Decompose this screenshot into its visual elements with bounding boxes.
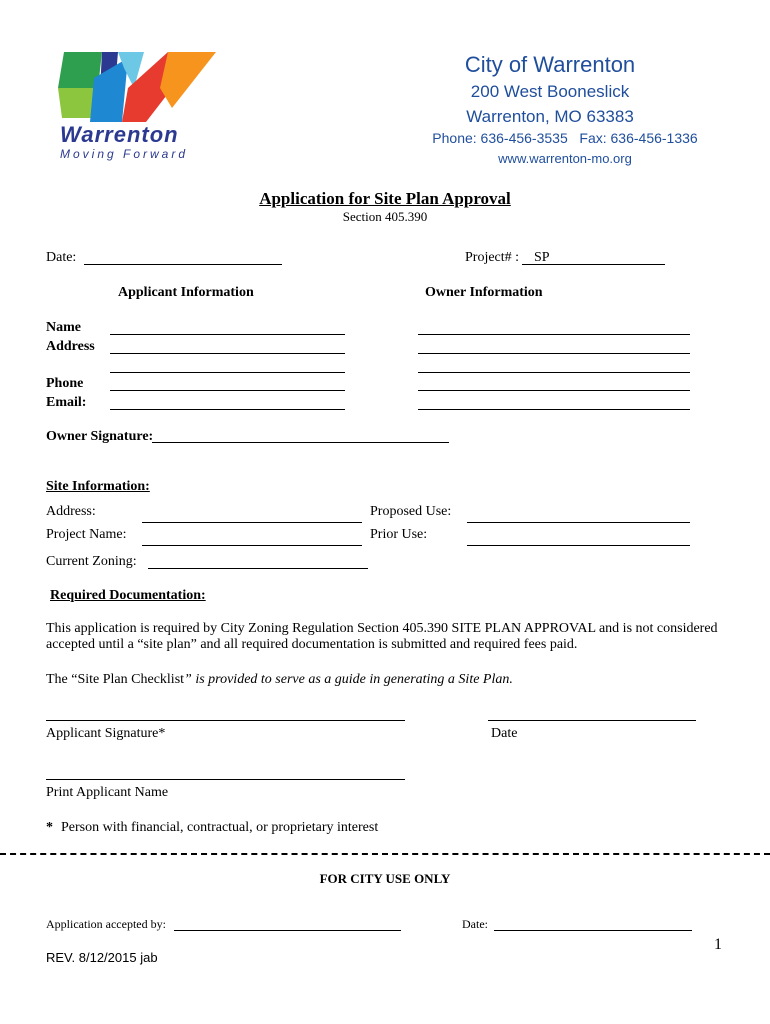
requirement-paragraph-line1: This application is required by City Zoning Regulation Section 405.390 SITE PLAN APPROVAL and is not considered bbox=[46, 621, 718, 636]
print-applicant-name-label: Print Applicant Name bbox=[46, 785, 169, 800]
project-name-field[interactable] bbox=[142, 545, 362, 546]
prior-use-label: Prior Use: bbox=[370, 527, 428, 542]
owner-signature-label: Owner Signature: bbox=[46, 429, 154, 444]
signature-date-field[interactable] bbox=[488, 720, 696, 721]
footnote-text: Person with financial, contractual, or proprietary interest bbox=[61, 820, 379, 835]
current-zoning-field[interactable] bbox=[148, 568, 368, 569]
city-use-divider bbox=[0, 853, 770, 855]
page-number: 1 bbox=[714, 936, 722, 953]
header-city-name: City of Warrenton bbox=[464, 52, 636, 77]
proposed-use-field[interactable] bbox=[467, 522, 690, 523]
checklist-text-start: The “Site Plan Checklist bbox=[46, 672, 185, 687]
owner-signature-field[interactable] bbox=[152, 442, 449, 443]
owner-address-line2-field[interactable] bbox=[418, 372, 690, 373]
applicant-signature-label: Applicant Signature* bbox=[46, 726, 166, 741]
print-applicant-name-field[interactable] bbox=[46, 779, 405, 780]
applicant-name-field[interactable] bbox=[110, 334, 345, 335]
owner-info-heading: Owner Information bbox=[425, 285, 543, 300]
accepted-by-label: Application accepted by: bbox=[46, 917, 166, 931]
owner-email-field[interactable] bbox=[418, 409, 690, 410]
header-website: www.warrenton-mo.org bbox=[498, 151, 632, 166]
required-docs-heading: Required Documentation: bbox=[50, 588, 206, 603]
applicant-signature-field[interactable] bbox=[46, 720, 405, 721]
city-use-date-label: Date: bbox=[462, 917, 488, 931]
date-field[interactable] bbox=[84, 264, 282, 265]
date-label: Date: bbox=[46, 250, 77, 265]
header-phone-fax: Phone: 636-456-3535 Fax: 636-456-1336 bbox=[432, 130, 698, 146]
footnote-asterisk: * bbox=[46, 820, 53, 835]
project-name-label: Project Name: bbox=[46, 527, 127, 542]
applicant-email-field[interactable] bbox=[110, 409, 345, 410]
logo-tagline: Moving Forward bbox=[60, 147, 189, 161]
site-info-heading: Site Information: bbox=[46, 479, 150, 494]
project-number-label: Project# : bbox=[465, 250, 520, 265]
applicant-address-field[interactable] bbox=[110, 353, 345, 354]
name-label: Name bbox=[46, 320, 81, 335]
site-address-field[interactable] bbox=[142, 522, 362, 523]
project-number-field[interactable] bbox=[522, 264, 665, 265]
address-label: Address bbox=[46, 339, 95, 354]
logo-orange-band bbox=[160, 52, 216, 108]
site-address-label: Address: bbox=[46, 504, 96, 519]
form-title: Application for Site Plan Approval bbox=[259, 189, 511, 208]
logo-wordmark: Warrenton bbox=[60, 122, 179, 147]
owner-address-field[interactable] bbox=[418, 353, 690, 354]
owner-name-field[interactable] bbox=[418, 334, 690, 335]
accepted-by-field[interactable] bbox=[174, 930, 401, 931]
applicant-info-heading: Applicant Information bbox=[118, 285, 254, 300]
logo-mark-icon bbox=[50, 48, 220, 126]
email-label: Email: bbox=[46, 395, 87, 410]
phone-label: Phone bbox=[46, 376, 84, 391]
city-logo bbox=[50, 48, 210, 163]
requirement-paragraph-line2: accepted until a “site plan” and all required documentation is submitted and required fees paid. bbox=[46, 637, 578, 652]
header-street: 200 West Booneslick bbox=[470, 82, 630, 101]
form-section: Section 405.390 bbox=[342, 209, 428, 224]
prior-use-field[interactable] bbox=[467, 545, 690, 546]
current-zoning-label: Current Zoning: bbox=[46, 554, 137, 569]
checklist-paragraph bbox=[46, 672, 513, 688]
city-use-date-field[interactable] bbox=[494, 930, 692, 931]
header-city-state-zip: Warrenton, MO 63383 bbox=[466, 107, 634, 126]
applicant-phone-field[interactable] bbox=[110, 390, 345, 391]
revision-note: REV. 8/12/2015 jab bbox=[46, 950, 158, 965]
proposed-use-label: Proposed Use: bbox=[370, 504, 452, 519]
city-use-heading: FOR CITY USE ONLY bbox=[319, 871, 451, 886]
signature-date-label: Date bbox=[491, 726, 518, 741]
owner-phone-field[interactable] bbox=[418, 390, 690, 391]
applicant-address-line2-field[interactable] bbox=[110, 372, 345, 373]
checklist-text-end: ” is provided to serve as a guide in generating a Site Plan. bbox=[184, 672, 513, 687]
project-prefix: SP bbox=[534, 250, 550, 265]
